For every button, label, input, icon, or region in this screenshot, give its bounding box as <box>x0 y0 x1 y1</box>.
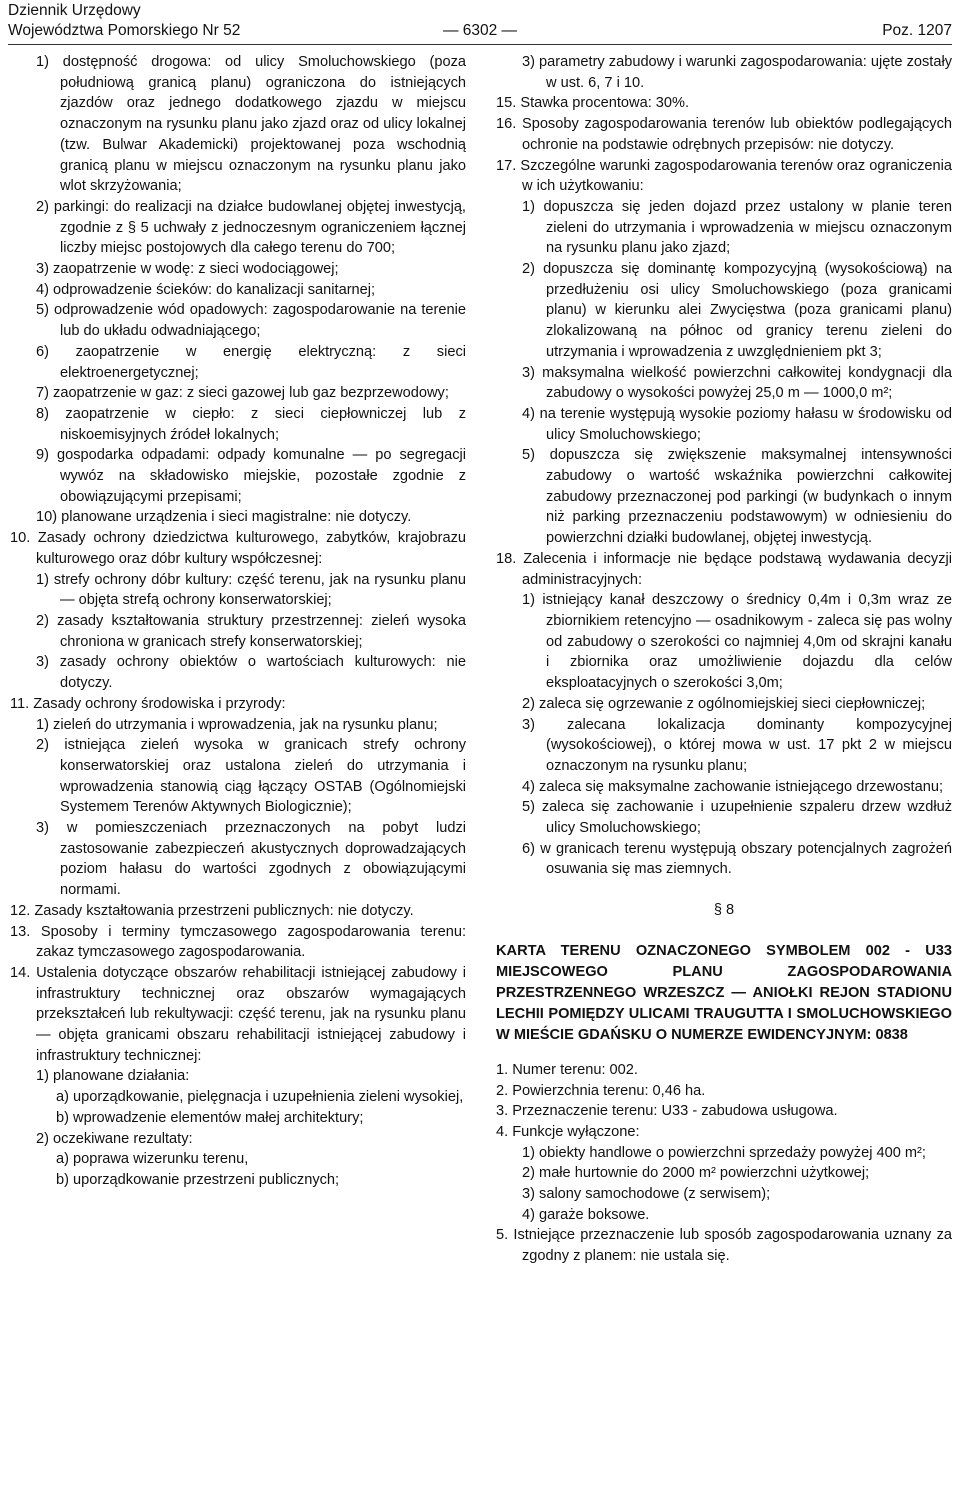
paragraph: a) poprawa wizerunku terenu, <box>56 1151 249 1168</box>
paragraph: 2) zaleca się ogrzewanie z ogólnomiejskiej sieci ciepłowniczej; <box>522 695 926 712</box>
paragraph: 2) istniejąca zieleń wysoka w granicach strefy ochrony konserwatorskiej oraz ustalona zieleń do utrzymania i wprowadzenia stanowią ciąg łączący OSTAB (Ogólnomiejski Systemem Terenów Aktywnych Biologicznie); <box>36 737 466 816</box>
paragraph: 1) planowane działania: <box>36 1068 190 1085</box>
paragraph: 17. Szczególne warunki zagospodarowania terenów oraz ograniczenia w ich użytkowaniu: <box>496 157 952 195</box>
page-header <box>8 0 952 44</box>
paragraph: 3. Przeznaczenie terenu: U33 - zabudowa usługowa. <box>496 1103 838 1120</box>
paragraph: 3) maksymalna wielkość powierzchni całkowitej kondygnacji dla zabudowy o wysokości powyżej 25,0 m — 1000,0 m²; <box>522 364 952 402</box>
paragraph: 3) zasady ochrony obiektów o wartościach kulturowych: nie dotyczy. <box>36 654 466 692</box>
paragraph: 1) strefy ochrony dóbr kultury: część terenu, jak na rysunku planu — objęta strefą ochrony konserwatorskiej; <box>36 571 466 609</box>
paragraph: 2) małe hurtownie do 2000 m² powierzchni użytkowej; <box>522 1165 870 1182</box>
paragraph: 1) dopuszcza się jeden dojazd przez ustalony w planie teren zieleni do utrzymania i wprowadzenia w miejscu oznaczonym na rysunku planu jako zjazd; <box>522 198 952 257</box>
paragraph: 10) planowane urządzenia i sieci magistralne: nie dotyczy. <box>36 509 412 526</box>
paragraph: 1. Numer terenu: 002. <box>496 1061 638 1078</box>
section-mark: § 8 <box>713 902 735 919</box>
paragraph: 1) obiekty handlowe o powierzchni sprzedaży powyżej 400 m²; <box>522 1144 926 1161</box>
paragraph: 3) parametry zabudowy i warunki zagospodarowania: ujęte zostały w ust. 6, 7 i 10. <box>522 54 952 91</box>
paragraph: b) uporządkowanie przestrzeni publicznych; <box>56 1171 340 1188</box>
paragraph: 1) istniejący kanał deszczowy o średnicy 0,4m i 0,3m wraz ze zbiornikiem retencyjno — osadnikowym - zaleca się pas wolny od zabudowy o szerokości co najmniej 4,0m od skrajni kanału i zbiornika oraz umożliwienie dojazdu dla celów eksploatacyjnych o szerokości 3,0m; <box>522 592 952 692</box>
journal-issue: Województwa Pomorskiego Nr 52 <box>8 22 241 39</box>
paragraph: 10. Zasady ochrony dziedzictwa kulturowego, zabytków, krajobrazu kulturowego oraz dóbr kultury współczesnej: <box>10 530 466 567</box>
paragraph: 5) dopuszcza się zwiększenie maksymalnej intensywności zabudowy o wartość wskaźnika powierzchni całkowitej zabudowy przeznaczonej pod parkingi (w budynkach o innym niż parking przeznaczeniu podstawowym) w odniesieniu do powierzchni działki budowlanej, objętej inwestycją. <box>522 447 952 547</box>
paragraph: 12. Zasady kształtowania przestrzeni publicznych: nie dotyczy. <box>10 902 414 919</box>
paragraph: 4) odprowadzenie ścieków: do kanalizacji sanitarnej; <box>36 281 376 298</box>
paragraph: 2) dopuszcza się dominantę kompozycyjną (wysokościową) na przedłużeniu osi ulicy Smoluchowskiego (poza granicami planu) w kierunku alei Zwycięstwa (poza granicami planu) zlokalizowaną na północ od granicy terenu zieleni do utrzymania i wprowadzenia z uwzględnieniem pkt 3; <box>522 261 952 360</box>
paragraph: 5) odprowadzenie wód opadowych: zagospodarowanie na terenie lub do układu odwadniającego; <box>36 302 466 340</box>
right-column-top <box>496 52 952 880</box>
paragraph: 14. Ustalenia dotyczące obszarów rehabilitacji istniejącej zabudowy i infrastruktury technicznej oraz obszarów wymagających przekształceń lub rekultywacji: część terenu, jak na rysunku planu — objęta granicami obszaru rehabilitacji istniejącej zabudowy i infrastruktury technicznej: <box>10 964 466 1064</box>
paragraph: 2) parkingi: do realizacji na działce budowlanej objętej inwestycją, zgodnie z § 5 uchwały z jednoczesnym ograniczeniem łącznej liczby miejsc postojowych dla całego terenu do 700; <box>36 198 466 257</box>
paragraph: 1) dostępność drogowa: od ulicy Smoluchowskiego (poza południową granicą planu) ograniczona do istniejących zjazdów oraz jednego dodatkowego zjazdu w miejscu oznaczonym na rysunku planu jako zjazd oraz od ulicy lokalnej (tzw. Bulwar Akademicki) projektowanej poza wschodnią granicą planu w miejscu oznaczonym na rysunku planu jako wlot skrzyżowania; <box>36 54 466 195</box>
paragraph: 11. Zasady ochrony środowiska i przyrody: <box>10 695 286 712</box>
page-number: — 6302 — <box>442 22 518 39</box>
paragraph: 6) zaopatrzenie w energię elektryczną: z sieci elektroenergetycznej; <box>36 343 466 381</box>
paragraph: 4. Funkcje wyłączone: <box>496 1123 640 1140</box>
right-column-bottom <box>496 1060 952 1267</box>
right-column <box>496 52 952 1267</box>
paragraph: 1) zieleń do utrzymania i wprowadzenia, jak na rysunku planu; <box>36 716 438 733</box>
header-divider <box>8 44 952 45</box>
paragraph: 2) zasady kształtowania struktury przestrzennej: zieleń wysoka chroniona w granicach strefy konserwatorskiej; <box>36 612 466 650</box>
paragraph: 3) w pomieszczeniach przeznaczonych na pobyt ludzi zastosowanie zabezpieczeń akustycznych doprowadzających poziom hałasu do wartości zgodnych z obowiązującymi normami. <box>36 820 466 899</box>
paragraph: b) wprowadzenie elementów małej architektury; <box>56 1109 364 1126</box>
position-number: Poz. 1207 <box>882 22 952 39</box>
paragraph: 5. Istniejące przeznaczenie lub sposób zagospodarowania uznany za zgodny z planem: nie ustala się. <box>496 1227 952 1265</box>
paragraph: 3) zaopatrzenie w wodę: z sieci wodociągowej; <box>36 261 339 278</box>
paragraph: 9) gospodarka odpadami: odpady komunalne — po segregacji wywóz na składowisko miejskie, pozostałe zgodnie z obowiązującymi przepisami; <box>36 447 466 505</box>
paragraph: a) uporządkowanie, pielęgnacja i uzupełnienia zieleni wysokiej, <box>56 1089 464 1106</box>
paragraph: 4) garaże boksowe. <box>522 1206 650 1223</box>
karta-title: KARTA TERENU OZNACZONEGO SYMBOLEM 002 - U33 MIEJSCOWEGO PLANU ZAGOSPODAROWANIA PRZESTRZENNEGO WRZESZCZ — ANIOŁKI REJON STADIONU LECHII POMIĘDZY ULICAMI TRAUGUTTA I SMOLUCHOWSKIEGO W MIEŚCIE GDAŃSKU O NUMERZE EWIDENCYJNYM: 0838 <box>496 942 952 1043</box>
paragraph: 13. Sposoby i terminy tymczasowego zagospodarowania terenu: zakaz tymczasowego zagospodarowania. <box>10 923 466 961</box>
paragraph: 3) salony samochodowe (z serwisem); <box>522 1186 771 1203</box>
paragraph: 4) na terenie występują wysokie poziomy hałasu w środowisku od ulicy Smoluchowskiego; <box>522 405 952 443</box>
left-column <box>10 52 466 1191</box>
paragraph: 16. Sposoby zagospodarowania terenów lub obiektów podlegających ochronie na podstawie odrębnych przepisów: nie dotyczy. <box>496 116 952 153</box>
paragraph: 3) zalecana lokalizacja dominanty kompozycyjnej (wysokościowej), o której mowa w ust. 17 pkt 2 w miejscu oznaczonym na rysunku planu; <box>522 716 952 774</box>
paragraph: 2. Powierzchnia terenu: 0,46 ha. <box>496 1082 706 1099</box>
journal-title: Dziennik Urzędowy <box>8 2 141 19</box>
paragraph: 8) zaopatrzenie w ciepło: z sieci ciepłowniczej lub z niskoemisyjnych źródeł lokalnych; <box>36 405 466 443</box>
paragraph: 18. Zalecenia i informacje nie będące podstawą wydawania decyzji administracyjnych: <box>496 550 952 588</box>
paragraph: 4) zaleca się maksymalne zachowanie istniejącego drzewostanu; <box>522 778 944 795</box>
paragraph: 6) w granicach terenu występują obszary potencjalnych zagrożeń osuwania się mas ziemnych. <box>522 840 952 878</box>
paragraph: 7) zaopatrzenie w gaz: z sieci gazowej lub gaz bezprzewodowy; <box>36 385 449 402</box>
paragraph: 2) oczekiwane rezultaty: <box>36 1130 193 1147</box>
paragraph: 15. Stawka procentowa: 30%. <box>496 95 690 112</box>
paragraph: 5) zaleca się zachowanie i uzupełnienie szpaleru drzew wzdłuż ulicy Smoluchowskiego; <box>522 799 952 837</box>
